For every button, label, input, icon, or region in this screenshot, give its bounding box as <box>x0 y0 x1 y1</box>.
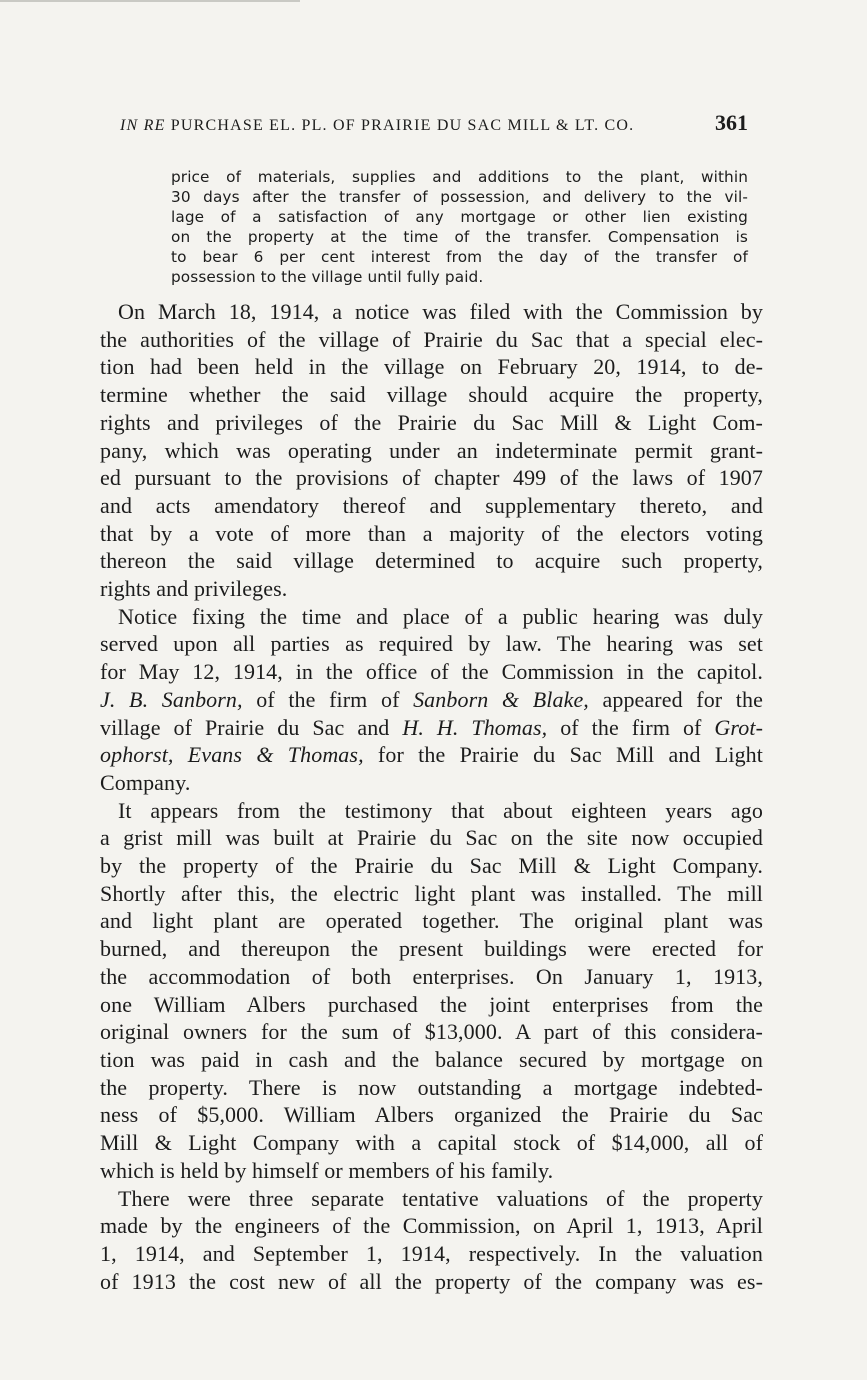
firm-name: ophorst, Evans & Thomas, <box>100 742 364 768</box>
counsel-name: H. H. Thomas, <box>402 714 548 740</box>
paragraph-notice-filed <box>100 298 763 603</box>
text-line <box>100 714 763 742</box>
text-line: pany, which was operating under an indeterminate permit grant- <box>100 437 763 463</box>
text-line: tion had been held in the village on February 20, 1914, to de- <box>100 354 763 380</box>
running-head <box>120 110 748 136</box>
text-fragment: of the firm of <box>547 714 715 740</box>
text-line: by the property of the Prairie du Sac Mill & Light Company. <box>100 853 763 879</box>
quoted-block <box>171 167 748 287</box>
text-line: It appears from the testimony that about eighteen years ago <box>118 797 763 823</box>
text-line: of 1913 the cost new of all the property of the company was es- <box>100 1268 763 1294</box>
text-line: the authorities of the village of Prairie du Sac that a special elec- <box>100 326 763 352</box>
text-fragment: appeared for the <box>588 686 763 712</box>
text-line: served upon all parties as required by law. The hearing was set <box>100 631 763 657</box>
body-text <box>100 298 763 1295</box>
text-line: original owners for the sum of $13,000. A part of this considera- <box>100 1019 763 1045</box>
text-line: a grist mill was built at Prairie du Sac on the site now occupied <box>100 825 763 851</box>
text-line: ed pursuant to the provisions of chapter 499 of the laws of 1907 <box>100 465 763 491</box>
text-fragment: for the Prairie du Sac Mill and Light <box>363 742 763 768</box>
quote-line: to bear 6 per cent interest from the day of the transfer of <box>171 248 748 266</box>
quote-line: lage of a satisfaction of any mortgage or other lien existing <box>171 208 748 226</box>
text-fragment: village of Prairie du Sac and <box>100 714 403 740</box>
text-line: Company. <box>100 769 191 795</box>
text-line: ness of $5,000. William Albers organized the Prairie du Sac <box>100 1102 763 1128</box>
text-line: the accommodation of both enterprises. On January 1, 1913, <box>100 963 763 989</box>
text-line <box>100 741 763 769</box>
running-head-title <box>120 117 634 135</box>
text-line <box>100 686 763 714</box>
quote-line: on the property at the time of the transfer. Compensation is <box>171 228 748 246</box>
text-line: and light plant are operated together. The original plant was <box>100 908 763 934</box>
counsel-name: J. B. Sanborn, <box>100 686 243 712</box>
running-head-text: PURCHASE EL. PL. OF PRAIRIE DU SAC MILL & LT. CO. <box>170 117 635 134</box>
quote-line: possession to the village until fully paid. <box>171 268 484 286</box>
paragraph-valuations <box>100 1185 763 1296</box>
text-line: 1, 1914, and September 1, 1914, respectively. In the valuation <box>100 1240 763 1266</box>
text-line: termine whether the said village should acquire the property, <box>100 382 763 408</box>
text-line: On March 18, 1914, a notice was filed with the Commission by <box>118 299 763 324</box>
paragraph-hearing <box>100 603 763 797</box>
top-edge-rule <box>0 0 300 2</box>
text-line: that by a vote of more than a majority of the electors voting <box>100 520 763 546</box>
text-fragment: of the firm of <box>242 686 414 712</box>
text-line: rights and privileges of the Prairie du Sac Mill & Light Com- <box>100 409 763 435</box>
text-line: rights and privileges. <box>100 576 288 602</box>
text-line: Mill & Light Company with a capital stock of $14,000, all of <box>100 1130 763 1156</box>
text-line: There were three separate tentative valuations of the property <box>118 1185 763 1211</box>
text-line: which is held by himself or members of his family. <box>100 1157 554 1183</box>
text-line: Notice fixing the time and place of a public hearing was duly <box>118 603 763 629</box>
text-line: for May 12, 1914, in the office of the Commission in the capitol. <box>100 659 763 685</box>
text-line: the property. There is now outstanding a mortgage indebted- <box>100 1074 763 1100</box>
text-line: one William Albers purchased the joint enterprises from the <box>100 991 763 1017</box>
text-line: thereon the said village determined to acquire such property, <box>100 548 763 574</box>
page-number: 361 <box>715 110 748 135</box>
firm-name: Grot- <box>714 714 763 740</box>
text-line: burned, and thereupon the present buildings were erected for <box>100 936 763 962</box>
paragraph-history <box>100 797 763 1185</box>
text-line: Shortly after this, the electric light plant was installed. The mill <box>100 880 763 906</box>
firm-name: Sanborn & Blake, <box>413 686 589 712</box>
text-line: tion was paid in cash and the balance secured by mortgage on <box>100 1046 763 1072</box>
text-line: made by the engineers of the Commission, on April 1, 1913, April <box>100 1213 763 1239</box>
running-head-prefix: IN RE <box>120 117 166 134</box>
quote-line: 30 days after the transfer of possession, and delivery to the vil- <box>171 188 748 206</box>
text-line: and acts amendatory thereof and supplementary thereto, and <box>100 492 763 518</box>
quote-line: price of materials, supplies and additions to the plant, within <box>171 168 748 186</box>
